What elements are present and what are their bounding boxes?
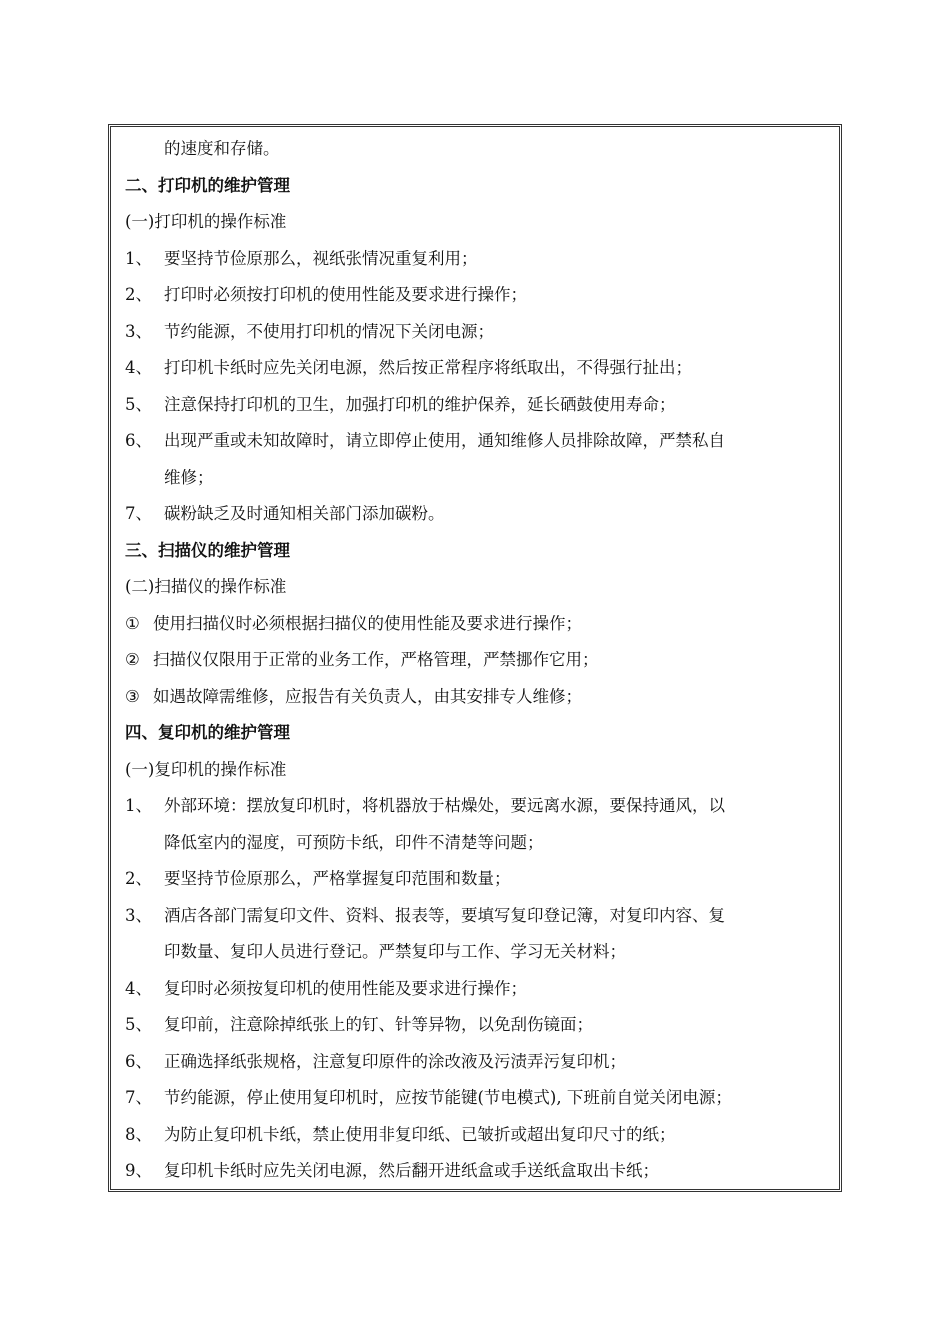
list-item-number: 3、 bbox=[125, 905, 152, 925]
continuation-line: 维修； bbox=[164, 467, 214, 487]
list-item-number: 7、 bbox=[125, 504, 152, 523]
list-item-text: 酒店各部门需复印文件、资料、报表等，要填写复印登记簿，对复印内容、复 bbox=[164, 905, 725, 925]
list-item bbox=[125, 314, 829, 351]
list-item-text: 要坚持节俭原那么，严格掌握复印范围和数量； bbox=[164, 869, 511, 888]
list-item bbox=[125, 241, 829, 278]
list-item-number: 1、 bbox=[125, 796, 152, 815]
list-item-number: 2、 bbox=[125, 869, 152, 888]
list-item bbox=[125, 642, 829, 679]
list-item-number: ③ bbox=[125, 686, 140, 706]
list-item-text: 打印时必须按打印机的使用性能及要求进行操作； bbox=[164, 285, 527, 304]
list-item bbox=[125, 898, 829, 935]
section-heading: 三、扫描仪的维护管理 bbox=[125, 540, 290, 560]
section-heading: 四、复印机的维护管理 bbox=[125, 723, 290, 742]
list-item bbox=[125, 423, 829, 460]
list-item-text: 使用扫描仪时必须根据扫描仪的使用性能及要求进行操作； bbox=[153, 613, 582, 633]
list-item-number: ① bbox=[125, 613, 140, 633]
list-item-text: 注意保持打印机的卫生，加强打印机的维护保养，延长硒鼓使用寿命； bbox=[164, 394, 676, 414]
list-item bbox=[125, 606, 829, 643]
list-item-number: 4、 bbox=[125, 978, 152, 998]
list-item-number: 2、 bbox=[125, 285, 152, 304]
list-item-number: 3、 bbox=[125, 321, 152, 341]
list-item-number: 5、 bbox=[125, 394, 152, 414]
list-item-number: 6、 bbox=[125, 431, 152, 450]
list-item-text: 复印时必须按复印机的使用性能及要求进行操作； bbox=[164, 978, 527, 998]
list-item-text: 正确选择纸张规格，注意复印原件的涂改液及污渍弄污复印机； bbox=[164, 1051, 626, 1071]
list-item-text: 出现严重或未知故障时，请立即停止使用，通知维修人员排除故障，严禁私自 bbox=[164, 431, 725, 450]
list-item bbox=[125, 1153, 829, 1190]
list-item-text: 为防止复印机卡纸，禁止使用非复印纸、已皱折或超出复印尺寸的纸； bbox=[164, 1124, 676, 1144]
list-item bbox=[125, 971, 829, 1008]
list-item-text: 如遇故障需维修，应报告有关负责人，由其安排专人维修； bbox=[153, 686, 582, 706]
list-item bbox=[125, 496, 829, 533]
continuation-line: 降低室内的湿度，可预防卡纸，印件不清楚等问题； bbox=[164, 832, 544, 852]
list-item-text: 节约能源，不使用打印机的情况下关闭电源； bbox=[164, 321, 494, 341]
list-item-text: 扫描仪仅限用于正常的业务工作，严格管理，严禁挪作它用； bbox=[153, 650, 599, 669]
document-frame bbox=[108, 124, 842, 1192]
list-item-number: 1、 bbox=[125, 248, 152, 268]
list-item bbox=[125, 788, 829, 825]
list-item bbox=[125, 1117, 829, 1154]
subsection-title: (二)扫描仪的操作标准 bbox=[125, 577, 287, 596]
list-item bbox=[125, 387, 829, 424]
list-item bbox=[125, 861, 829, 898]
list-item-number: 9、 bbox=[125, 1161, 152, 1180]
section-heading: 二、打印机的维护管理 bbox=[125, 175, 290, 195]
list-item-text: 复印机卡纸时应先关闭电源，然后翻开进纸盒或手送纸盒取出卡纸； bbox=[164, 1161, 659, 1180]
list-item-number: 4、 bbox=[125, 358, 152, 377]
list-item-text: 打印机卡纸时应先关闭电源，然后按正常程序将纸取出，不得强行扯出； bbox=[164, 358, 692, 377]
list-item-number: 8、 bbox=[125, 1124, 152, 1144]
list-item bbox=[125, 679, 829, 716]
list-item-text: 节约能源，停止使用复印机时，应按节能键(节电模式), 下班前自觉关闭电源； bbox=[164, 1088, 732, 1107]
continuation-line: 印数量、复印人员进行登记。严禁复印与工作、学习无关材料； bbox=[164, 942, 626, 961]
list-item-number: 5、 bbox=[125, 1015, 152, 1034]
list-item-text: 复印前，注意除掉纸张上的钉、针等异物，以免刮伤镜面； bbox=[164, 1015, 593, 1034]
list-item-text: 外部环境：摆放复印机时，将机器放于枯燥处，要远离水源，要保持通风，以 bbox=[164, 796, 725, 815]
list-item bbox=[125, 1007, 829, 1044]
list-item-text: 碳粉缺乏及时通知相关部门添加碳粉。 bbox=[164, 504, 445, 523]
list-item bbox=[125, 277, 829, 314]
list-item-text: 要坚持节俭原那么，视纸张情况重复利用； bbox=[164, 248, 478, 268]
list-item-number: 7、 bbox=[125, 1088, 152, 1107]
list-item bbox=[125, 1080, 829, 1117]
document-body bbox=[125, 131, 829, 1190]
subsection-title: (一)复印机的操作标准 bbox=[125, 759, 287, 779]
list-item bbox=[125, 350, 829, 387]
list-item-number: ② bbox=[125, 650, 140, 669]
subsection-title: (一)打印机的操作标准 bbox=[125, 212, 287, 231]
list-item-number: 6、 bbox=[125, 1051, 152, 1071]
continuation-line: 的速度和存储。 bbox=[164, 139, 280, 158]
list-item bbox=[125, 1044, 829, 1081]
